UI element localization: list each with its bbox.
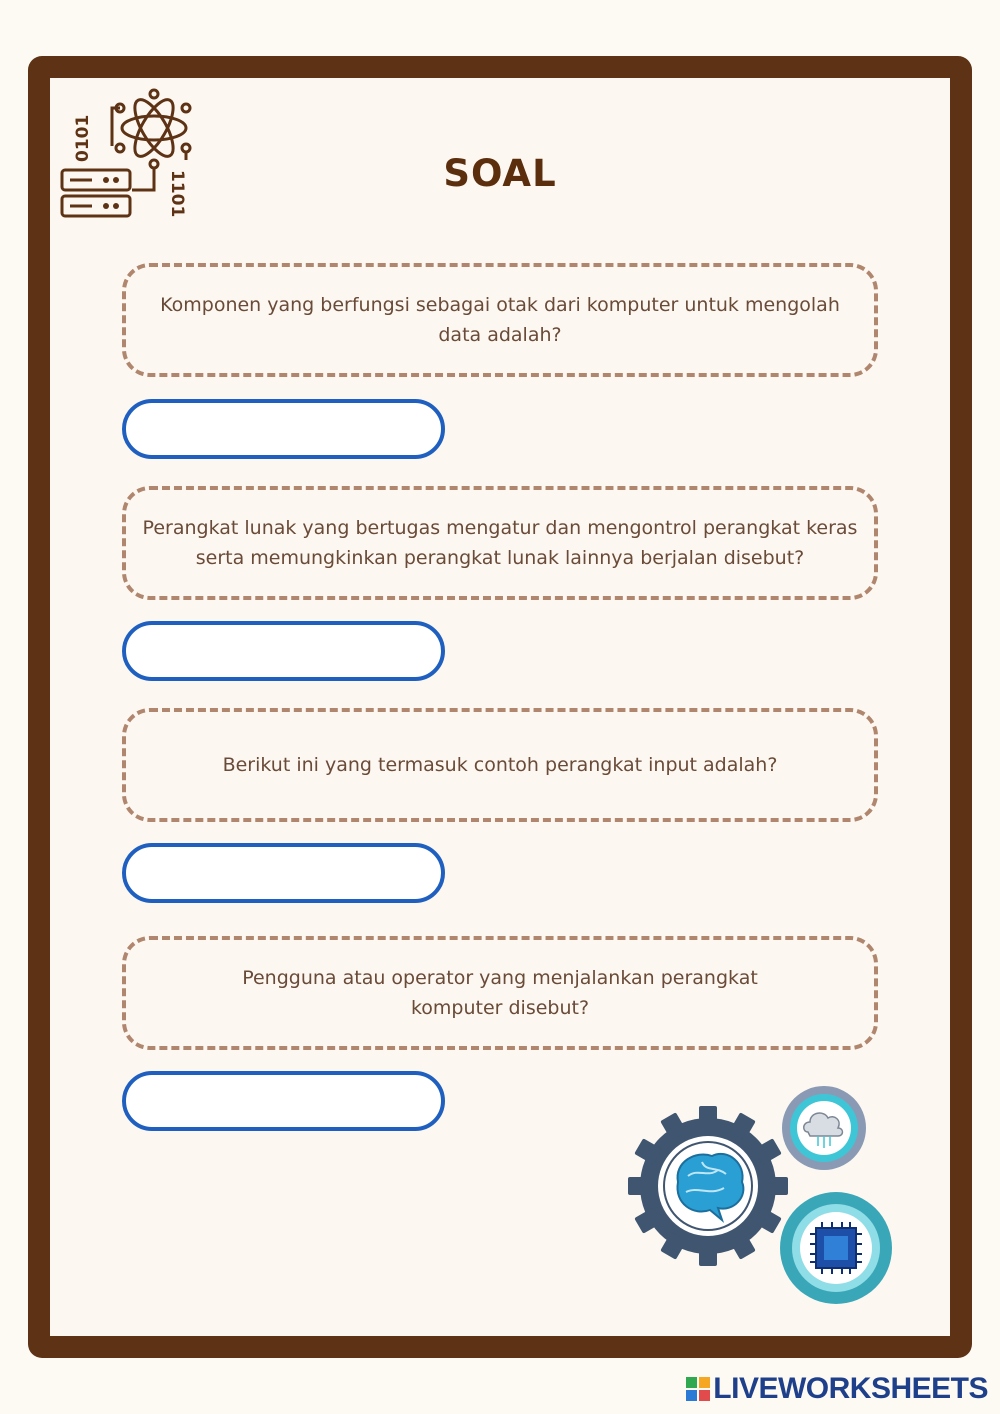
gear-tooth — [699, 1244, 717, 1266]
gear-tooth — [699, 1106, 717, 1128]
gear-tooth — [628, 1177, 650, 1195]
binary-right-text: 1101 — [167, 170, 187, 218]
binary-left-text: 0101 — [73, 114, 93, 162]
question-box-3 — [122, 708, 878, 822]
page-title: SOAL — [443, 152, 557, 195]
gears-illustration — [620, 1076, 906, 1316]
answer-field-4[interactable] — [122, 1071, 445, 1131]
question-text-1: Komponen yang berfungsi sebagai otak dari komputer untuk mengolah data adalah? — [160, 294, 840, 346]
question-text-4: Pengguna atau operator yang menjalankan perangkat komputer disebut? — [242, 967, 758, 1019]
question-box-2 — [122, 486, 878, 600]
gear-tooth — [766, 1177, 788, 1195]
chip-gear-icon — [780, 1192, 892, 1304]
question-box-1 — [122, 263, 878, 377]
question-box-4 — [122, 936, 878, 1050]
liveworksheets-brand — [685, 1372, 988, 1406]
question-text-3: Berikut ini yang termasuk contoh perangkat input adalah? — [222, 754, 778, 776]
cloud-gear-icon — [782, 1086, 866, 1170]
brand-text: LIVEWORKSHEETS — [713, 1372, 988, 1405]
brain-gear-icon — [628, 1106, 788, 1266]
answer-field-2[interactable] — [122, 621, 445, 681]
answer-field-3[interactable] — [122, 843, 445, 903]
answer-field-1[interactable] — [122, 399, 445, 459]
liveworksheets-logo-icon — [685, 1376, 711, 1402]
question-text-2: Perangkat lunak yang bertugas mengatur dan mengontrol perangkat keras serta memungkinkan perangkat lunak lainnya berjalan disebut? — [142, 517, 858, 569]
